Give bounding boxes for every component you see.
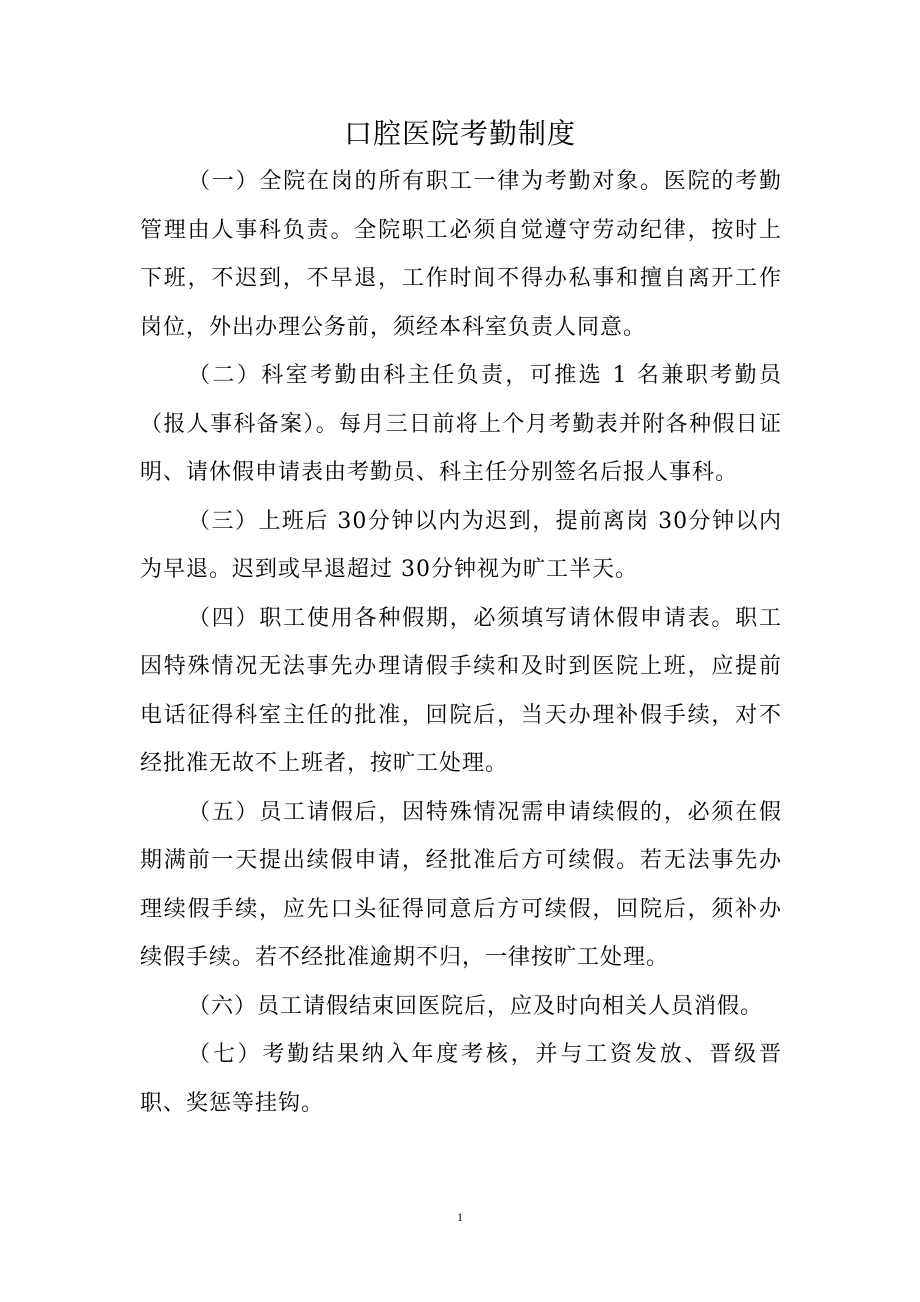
paragraph-2: （二）科室考勤由科主任负责，可推选 1 名兼职考勤员（报人事科备案）。每月三日前将上个月考勤表并附各种假日证明、请休假申请表由考勤员、科主任分别签名后报人事科。 [140,363,782,485]
document-title: 口腔医院考勤制度 [343,117,576,150]
paragraph-3: （三）上班后 30分钟以内为迟到，提前离岗 30分钟以内为早退。迟到或早退超过 30分钟视为旷工半天。 [140,508,782,582]
paragraph-5: （五）员工请假后，因特殊情况需申请续假的，必须在假期满前一天提出续假申请，经批准后方可续假。若无法事先办理续假手续，应先口头征得同意后方可续假，回院后，须补办续假手续。若不经批准逾期不归，一律按旷工处理。 [140,799,782,970]
page-number: 1 [457,1210,463,1224]
paragraph-6: （六）员工请假结束回医院后，应及时向相关人员消假。 [188,993,764,1019]
paragraph-1: （一）全院在岗的所有职工一律为考勤对象。医院的考勤管理由人事科负责。全院职工必须自觉遵守劳动纪律，按时上下班，不迟到，不早退，工作时间不得办私事和擅自离开工作岗位，外出办理公务前，须经本科室负责人同意。 [140,169,782,340]
document-body [140,158,782,1128]
paragraph-7: （七）考勤结果纳入年度考核，并与工资发放、晋级晋职、奖惩等挂钩。 [140,1042,782,1116]
paragraph-4: （四）职工使用各种假期，必须填写请休假申请表。职工因特殊情况无法事先办理请假手续和及时到医院上班，应提前电话征得科室主任的批准，回院后，当天办理补假手续，对不经批准无故不上班者，按旷工处理。 [140,605,782,776]
